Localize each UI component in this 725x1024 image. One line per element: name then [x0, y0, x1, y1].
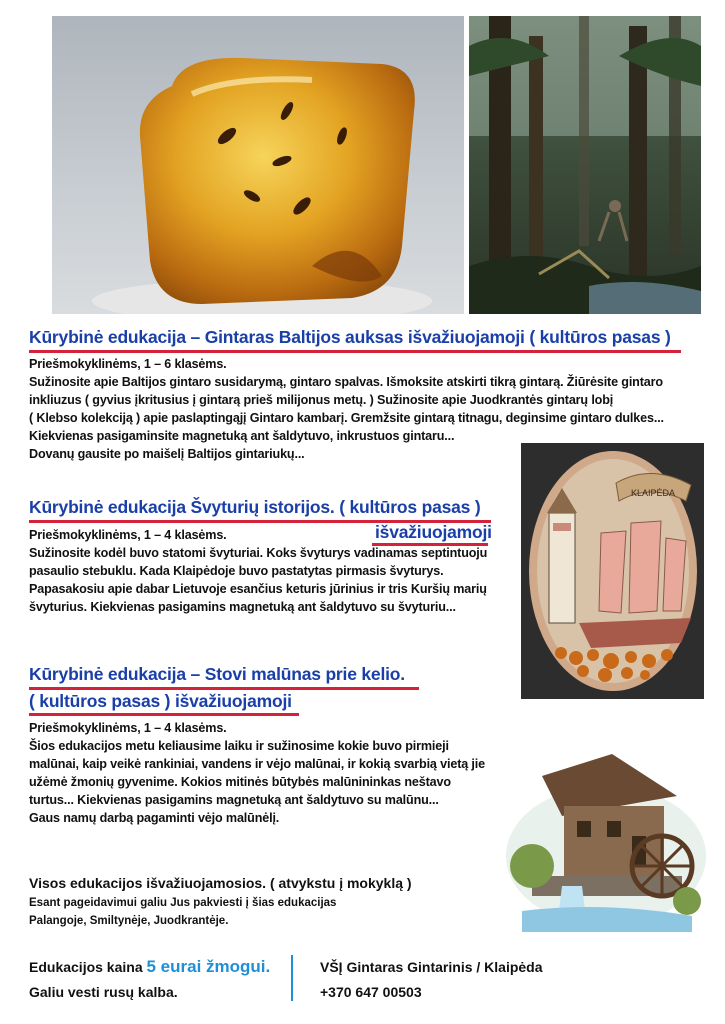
magnet-banner-text: KLAIPĖDA — [631, 488, 676, 498]
section2-line: švyturius. Kiekvienas pasigamins magnetuką ant šaldytuvo su švyturiu... — [29, 600, 456, 614]
section2-audience: Priešmokyklinėms, 1 – 4 klasėms. — [29, 528, 227, 542]
section2-title-continuation: išvažiuojamoji — [375, 522, 492, 542]
section3-line: Gaus namų darbą pagaminti vėjo malūnėlį. — [29, 811, 280, 825]
watermill-illustration — [502, 736, 711, 932]
section2-body — [29, 526, 487, 616]
section1-line: Kiekvienas pasigaminsite magnetuką ant šaldytuvo, inkrustuos gintaru... — [29, 429, 455, 443]
section1-line: Sužinosite apie Baltijos gintaro susidarymą, gintaro spalvas. Išmoksite atskirti tikrą gintarą. Žiūrėsite gintaro — [29, 375, 663, 389]
section2-title: Kūrybinė edukacija Švyturių istorijos. ( kultūros pasas ) — [29, 497, 481, 517]
section3-line: turtus... Kiekvienas pasigamins magnetuką ant šaldytuvo su malūnu... — [29, 793, 439, 807]
amber-stone-illustration — [52, 16, 464, 314]
section3-title: Kūrybinė edukacija – Stovi malūnas prie kelio. — [29, 664, 405, 684]
section3-title-continuation: ( kultūros pasas ) išvažiuojamoji — [29, 691, 292, 711]
amber-inclusion-photo — [52, 16, 464, 314]
invite-line-2: Palangoje, Smiltynėje, Juodkrantėje. — [29, 915, 229, 927]
section2-line: pasaulio stebuklu. Kada Klaipėdoje buvo pastatytas pirmasis švyturys. — [29, 564, 444, 578]
section3-body — [29, 719, 485, 827]
watermill-scene — [502, 736, 711, 932]
section3-line: užėmė žmonių gyvenime. Kokios mitinės būtybės malūnininkas neštavo — [29, 775, 451, 789]
section2-line: Sužinosite kodėl buvo statomi švyturiai. Koks švyturys vadinamas septintuoju — [29, 546, 488, 560]
section1-audience: Priešmokyklinėms, 1 – 6 klasėms. — [29, 357, 227, 371]
price-label: Edukacijos kaina — [29, 959, 143, 975]
invite-line-1: Esant pageidavimui galiu Jus pakviesti į šias edukacijas — [29, 897, 337, 909]
organization-name: VŠĮ Gintaras Gintarinis / Klaipėda — [320, 959, 543, 975]
forest-scene — [469, 16, 701, 314]
footer-divider — [291, 955, 293, 1001]
phone-number: +370 647 00503 — [320, 984, 422, 1000]
section3-title-underline-2 — [29, 713, 299, 716]
section1-line: Dovanų gausite po maišelį Baltijos gintariukų... — [29, 447, 305, 461]
lighthouse-magnet-photo — [521, 443, 704, 699]
section3-line: Šios edukacijos metu keliausime laiku ir sužinosime kokie buvo pirmieji — [29, 739, 449, 753]
prehistoric-forest-illustration — [469, 16, 701, 314]
lighthouse-magnet-illustration — [521, 443, 704, 699]
section1-title: Kūrybinė edukacija – Gintaras Baltijos auksas išvažiuojamoji ( kultūros pasas ) — [29, 327, 671, 347]
price-line — [29, 955, 270, 979]
language-note: Galiu vesti rusų kalba. — [29, 984, 178, 1000]
section1-title-underline — [29, 350, 681, 353]
section3-line: malūnai, kaip veikė rankiniai, vandens ir vėjo malūnai, ir kokią svarbią vietą jie — [29, 757, 485, 771]
section2-line: Papasakosiu apie dabar Lietuvoje esančius keturis jūrinius ir tris Kuršių marių — [29, 582, 487, 596]
section1-line: ( Klebso kolekciją ) apie paslaptingąjį Gintaro kambarį. Gremžsite gintarą titnagu, deginsime gintaro dulkes... — [29, 411, 664, 425]
section1-line: inkliuzus ( gyvius įkritusius į gintarą prieš milijonus metų. ) Sužinosite apie Juodkrantės gintarų lobį — [29, 393, 614, 407]
price-value: 5 eurai žmogui. — [146, 957, 271, 976]
all-mobile-note: Visos edukacijos išvažiuojamosios. ( atvykstu į mokyklą ) — [29, 875, 412, 891]
section3-audience: Priešmokyklinėms, 1 – 4 klasėms. — [29, 721, 227, 735]
